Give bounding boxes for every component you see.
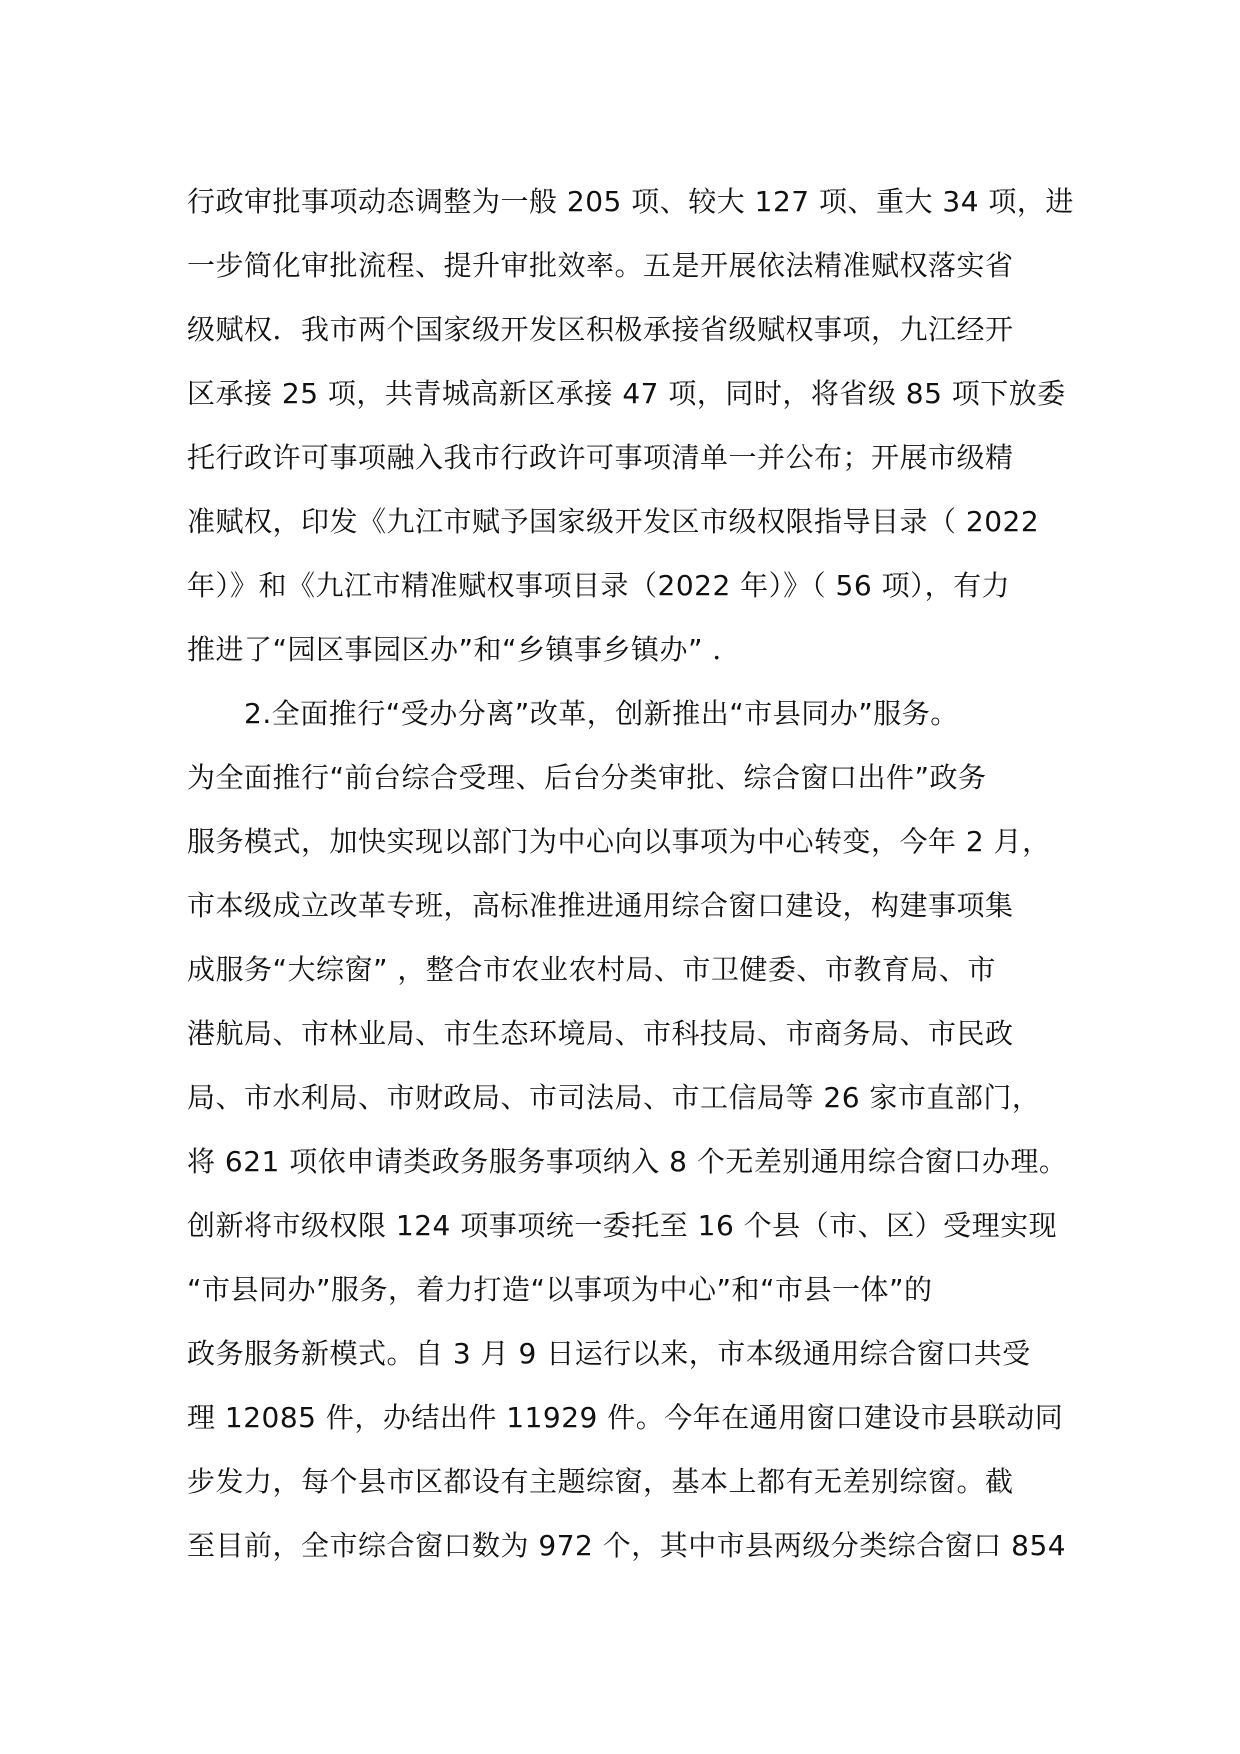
text-line: 托行政许可事项融入我市行政许可事项清单一并公布；开展市级精: [187, 441, 1014, 474]
text-line: 步发力，每个县市区都设有主题综窗，基本上都有无差别综窗。截: [187, 1465, 1014, 1498]
text-line: 创新将市级权限 124 项事项统一委托至 16 个县（市、区）受理实现: [187, 1209, 1058, 1242]
text-line: 准赋权，印发《九江市赋予国家级开发区市级权限指导目录（ 2022: [187, 505, 1040, 538]
text-line: 将 621 项依申请类政务服务事项纳入 8 个无差别通用综合窗口办理。: [187, 1145, 1068, 1178]
text-line: “市县同办”服务，着力打造“以事项为中心”和“市县一体”的: [187, 1273, 933, 1306]
text-line: 推进了“园区事园区办”和“乡镇事乡镇办” ．: [187, 633, 741, 666]
text-line: 级赋权．我市两个国家级开发区积极承接省级赋权事项，九江经开: [187, 313, 1014, 346]
text-line: 理 12085 件，办结出件 11929 件。今年在通用窗口建设市县联动同: [187, 1401, 1064, 1434]
text-line: 至目前，全市综合窗口数为 972 个，其中市县两级分类综合窗口 854: [187, 1529, 1067, 1562]
text-line: 港航局、市林业局、市生态环境局、市科技局、市商务局、市民政: [187, 1017, 1014, 1050]
section-heading-line: 2.全面推行“受办分离”改革，创新推出“市县同办”服务。: [187, 697, 959, 730]
text-line: 局、市水利局、市财政局、市司法局、市工信局等 26 家市直部门，: [187, 1081, 1041, 1114]
text-line: 政务服务新模式。自 3 月 9 日运行以来，市本级通用综合窗口共受: [187, 1337, 1031, 1370]
text-line: 市本级成立改革专班，高标准推进通用综合窗口建设，构建事项集: [187, 889, 1014, 922]
text-line: 成服务“大综窗” ，整合市农业农村局、市卫健委、市教育局、市: [187, 953, 996, 986]
text-line: 区承接 25 项，共青城高新区承接 47 项，同时，将省级 85 项下放委: [187, 377, 1066, 410]
text-line: 一步简化审批流程、提升审批效率。五是开展依法精准赋权落实省: [187, 249, 1014, 282]
text-line: 服务模式，加快实现以部门为中心向以事项为中心转变，今年 2 月，: [187, 825, 1051, 858]
body-text: [187, 170, 1077, 1578]
text-line: 行政审批事项动态调整为一般 205 项、较大 127 项、重大 34 项，进: [187, 185, 1074, 218]
text-line: 为全面推行“前台综合受理、后台分类审批、综合窗口出件”政务: [187, 761, 987, 794]
text-line: 年）》和《九江市精准赋权事项目录（2022 年）》（ 56 项），有力: [187, 569, 1011, 602]
